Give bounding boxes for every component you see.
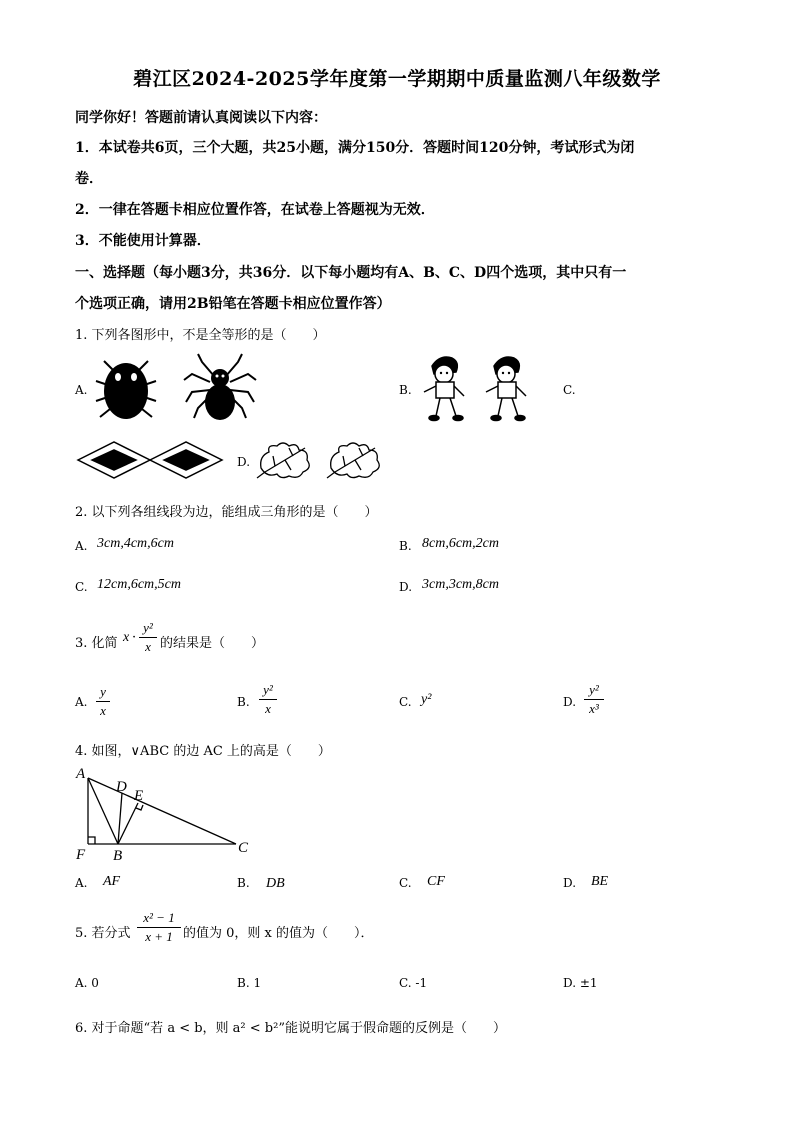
q3-option-a-denominator: x xyxy=(100,703,106,718)
q2-option-b: 8cm,6cm,2cm xyxy=(422,536,499,551)
q3-option-d xyxy=(584,682,604,717)
beetle-icon xyxy=(92,355,162,423)
q3-stem-fraction xyxy=(139,620,157,655)
q1-stem: 1. 下列各图形中，不是全等形的是（ ） xyxy=(75,328,326,343)
q3-option-d-numerator: y² xyxy=(589,682,599,697)
q1-option-b-label: B. xyxy=(399,383,412,397)
instruction-1-cont: 卷． xyxy=(75,171,103,187)
q5-stem-numerator: x² − 1 xyxy=(143,910,175,925)
q5-option-c: C. -1 xyxy=(399,976,428,990)
q4-option-d: BE xyxy=(591,874,609,889)
q1-option-a-label: A. xyxy=(75,383,88,397)
q5-stem-fraction xyxy=(137,910,181,945)
point-a-label: A xyxy=(76,766,86,782)
q2-option-c-letter: C. xyxy=(75,580,88,594)
leaf-icon xyxy=(255,438,317,480)
q3-option-c-letter: C. xyxy=(399,695,412,709)
q1-option-d-label: D. xyxy=(237,455,251,469)
q3-option-b-numerator: y² xyxy=(263,682,273,697)
q3-stem-prefix: 3. 化简 xyxy=(75,636,118,651)
section-heading-cont: 个选项正确，请用2B铅笔在答题卡相应位置作答） xyxy=(75,296,391,312)
q5-option-d: D. ±1 xyxy=(563,976,598,990)
q6-stem: 6. 对于命题“若 a < b，则 a² < b²”能说明它属于假命题的反例是（ ） xyxy=(75,1021,506,1036)
boy-figure-icon xyxy=(480,352,536,424)
q5-option-a: A. 0 xyxy=(75,976,99,990)
q4-option-d-letter: D. xyxy=(563,876,577,890)
q5-stem-prefix: 5. 若分式 xyxy=(75,926,131,941)
q4-stem: 4. 如图，∨ABC 的边 AC 上的高是（ ） xyxy=(75,744,331,759)
q3-option-a-letter: A. xyxy=(75,695,88,709)
q3-stem-denominator: x xyxy=(145,639,151,654)
q3-stem-numerator: y² xyxy=(143,620,153,635)
q1-option-c-label: C. xyxy=(563,383,576,397)
q2-option-a: 3cm,4cm,6cm xyxy=(97,536,174,551)
triangle-diagram xyxy=(70,762,270,868)
q4-option-a-letter: A. xyxy=(75,876,88,890)
instruction-3: 3．不能使用计算器． xyxy=(75,233,211,249)
q5-stem-suffix: 的值为 0，则 x 的值为（ ）． xyxy=(183,926,374,941)
point-f-label: F xyxy=(76,847,86,863)
q2-option-d-letter: D. xyxy=(399,580,413,594)
q2-option-a-letter: A. xyxy=(75,539,88,553)
point-e-label: E xyxy=(134,788,144,804)
q4-option-b: DB xyxy=(266,876,285,891)
q3-option-b-denominator: x xyxy=(265,701,271,716)
q3-stem-x: x xyxy=(123,630,130,645)
q5-option-b: B. 1 xyxy=(237,976,262,990)
diamond-icon xyxy=(76,438,226,482)
spider-icon xyxy=(180,352,260,424)
q3-option-b-letter: B. xyxy=(237,695,250,709)
q4-option-c: CF xyxy=(427,874,445,889)
point-c-label: C xyxy=(238,840,249,856)
q2-option-c: 12cm,6cm,5cm xyxy=(97,577,181,592)
instruction-2: 2．一律在答题卡相应位置作答，在试卷上答题视为无效． xyxy=(75,202,435,218)
greeting: 同学你好！答题前请认真阅读以下内容： xyxy=(75,110,327,126)
leaf-icon xyxy=(325,438,387,480)
q2-option-b-letter: B. xyxy=(399,539,412,553)
q3-option-a xyxy=(96,684,110,719)
q4-option-b-letter: B. xyxy=(237,876,250,890)
q2-option-d: 3cm,3cm,8cm xyxy=(422,577,499,592)
section-heading: 一、选择题（每小题3分，共36分．以下每小题均有A、B、C、D四个选项，其中只有一 xyxy=(75,265,627,281)
q3-stem-suffix: 的结果是（ ） xyxy=(160,636,265,651)
q2-stem: 2. 以下列各组线段为边，能组成三角形的是（ ） xyxy=(75,505,378,520)
point-b-label: B xyxy=(113,848,123,864)
q3-option-b xyxy=(259,682,277,717)
q3-option-d-letter: D. xyxy=(563,695,577,709)
q3-option-c: y² xyxy=(421,692,432,707)
q4-option-c-letter: C. xyxy=(399,876,412,890)
q3-option-d-denominator: x³ xyxy=(589,701,599,716)
q4-option-a: AF xyxy=(103,874,121,889)
page-title: 碧江区2024-2025学年度第一学期期中质量监测八年级数学 xyxy=(133,68,661,90)
boy-figure-icon xyxy=(418,352,474,424)
point-d-label: D xyxy=(116,779,127,795)
q3-option-a-numerator: y xyxy=(100,684,106,699)
q5-stem-denominator: x + 1 xyxy=(145,929,173,944)
instruction-1: 1．本试卷共6页，三个大题，共25小题，满分150分．答题时间120分钟，考试形式为闭 xyxy=(75,140,635,156)
q3-stem-dot: · xyxy=(132,630,137,645)
